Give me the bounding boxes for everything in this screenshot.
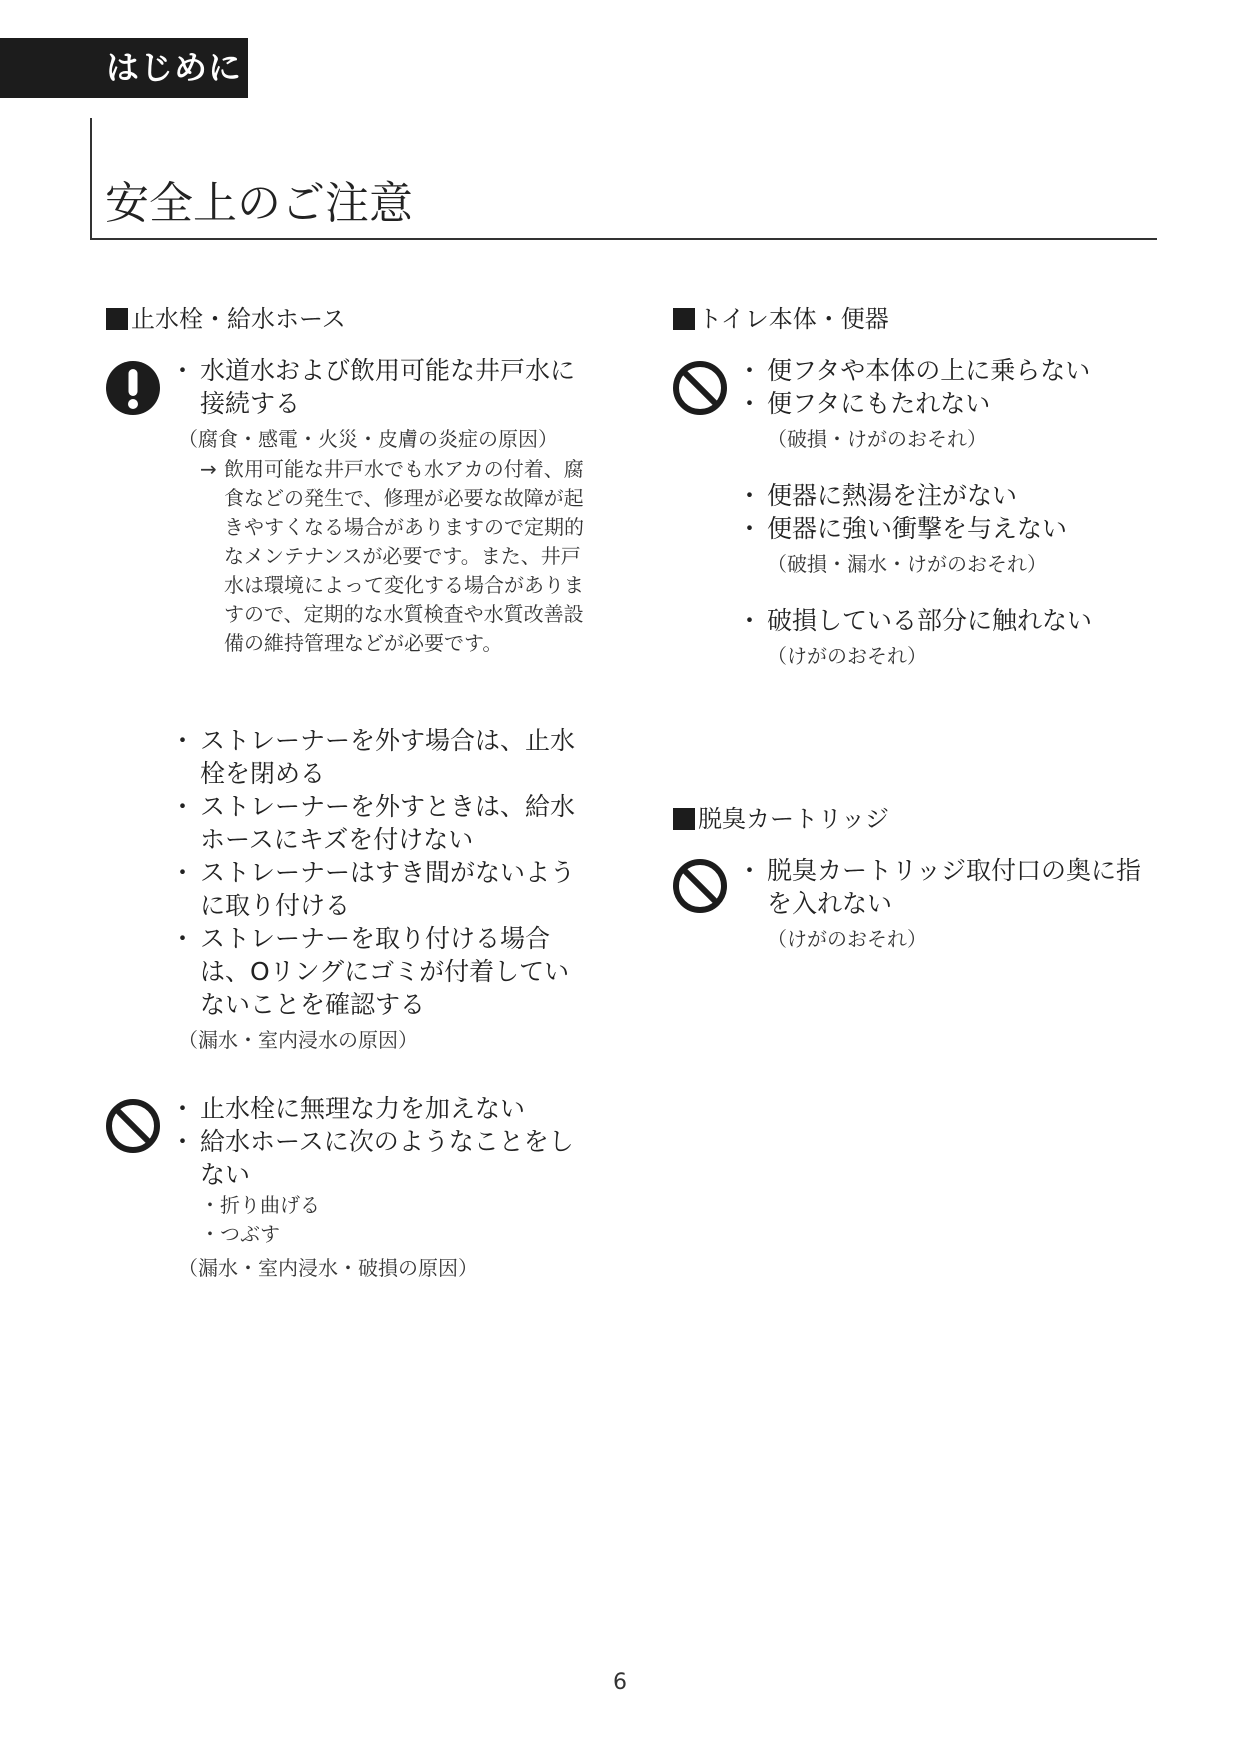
water-block-1 xyxy=(178,354,588,658)
note-text: （破損・けがのおそれ） xyxy=(767,427,987,451)
page-number: 6 xyxy=(613,1670,627,1695)
water-block-2 xyxy=(178,724,588,1056)
section-heading-water: 止水栓・給水ホース xyxy=(106,302,346,336)
list-item: ・ 止水栓に無理な力を加えない xyxy=(178,1092,588,1125)
list-item: ・ 便フタや本体の上に乗らない xyxy=(745,354,1165,387)
list-item: ・ 便器に熱湯を注がない xyxy=(745,479,1165,512)
toilet-block xyxy=(745,354,1165,672)
list-item: ・ 便器に強い衝撃を与えない xyxy=(745,512,1165,545)
section-heading-deodorizer: 脱臭カートリッジ xyxy=(673,802,889,836)
title-vertical-rule xyxy=(90,118,92,240)
list-item: ・ 給水ホースに次のようなことをしない xyxy=(178,1125,588,1191)
note-text: （漏水・室内浸水・破損の原因） xyxy=(178,1256,478,1280)
list-item: ・ ストレーナーを取り付ける場合は、Oリングにゴミが付着していないことを確認する xyxy=(178,922,588,1021)
chapter-tab: はじめに xyxy=(0,38,248,98)
water-block-3 xyxy=(178,1092,588,1284)
prohibition-icon xyxy=(672,360,728,420)
sub-item: ・つぶす xyxy=(200,1222,280,1246)
detail-text: → 飲用可能な井戸水でも水アカの付着、腐食などの発生で、修理が必要な故障が起きやすくなる場合がありますので定期的なメンテナンスが必要です。また、井戸水は環境によって変化する場合がありますので、定期的な水質検査や水質改善設備の維持管理などが必要です。 xyxy=(178,455,588,658)
square-bullet-icon xyxy=(673,308,695,330)
list-item: ・ ストレーナーはすき間がないように取り付ける xyxy=(178,856,588,922)
list-item: ・ ストレーナーを外す場合は、止水栓を閉める xyxy=(178,724,588,790)
square-bullet-icon xyxy=(106,308,128,330)
note-text: （けがのおそれ） xyxy=(767,644,927,668)
list-item: ・ 便フタにもたれない xyxy=(745,387,1165,420)
prohibition-icon xyxy=(672,858,728,918)
note-text: （漏水・室内浸水の原因） xyxy=(178,1028,418,1052)
page-title: 安全上のご注意 xyxy=(105,178,413,229)
list-item: ・ 脱臭カートリッジ取付口の奥に指を入れない xyxy=(745,854,1165,920)
section-heading-toilet: トイレ本体・便器 xyxy=(673,302,889,336)
list-item: ・ 破損している部分に触れない xyxy=(745,604,1165,637)
note-text: （破損・漏水・けがのおそれ） xyxy=(767,552,1047,576)
prohibition-icon xyxy=(105,1098,161,1158)
deodorizer-block xyxy=(745,854,1165,955)
note-text: （腐食・感電・火災・皮膚の炎症の原因） xyxy=(178,427,558,451)
note-text: （けがのおそれ） xyxy=(767,927,927,951)
sub-item: ・折り曲げる xyxy=(200,1193,320,1217)
square-bullet-icon xyxy=(673,808,695,830)
list-item: ・ ストレーナーを外すときは、給水ホースにキズを付けない xyxy=(178,790,588,856)
title-horizontal-rule xyxy=(90,238,1157,240)
mandatory-exclamation-icon xyxy=(105,360,161,420)
list-item: ・ 水道水および飲用可能な井戸水に接続する xyxy=(178,354,588,420)
